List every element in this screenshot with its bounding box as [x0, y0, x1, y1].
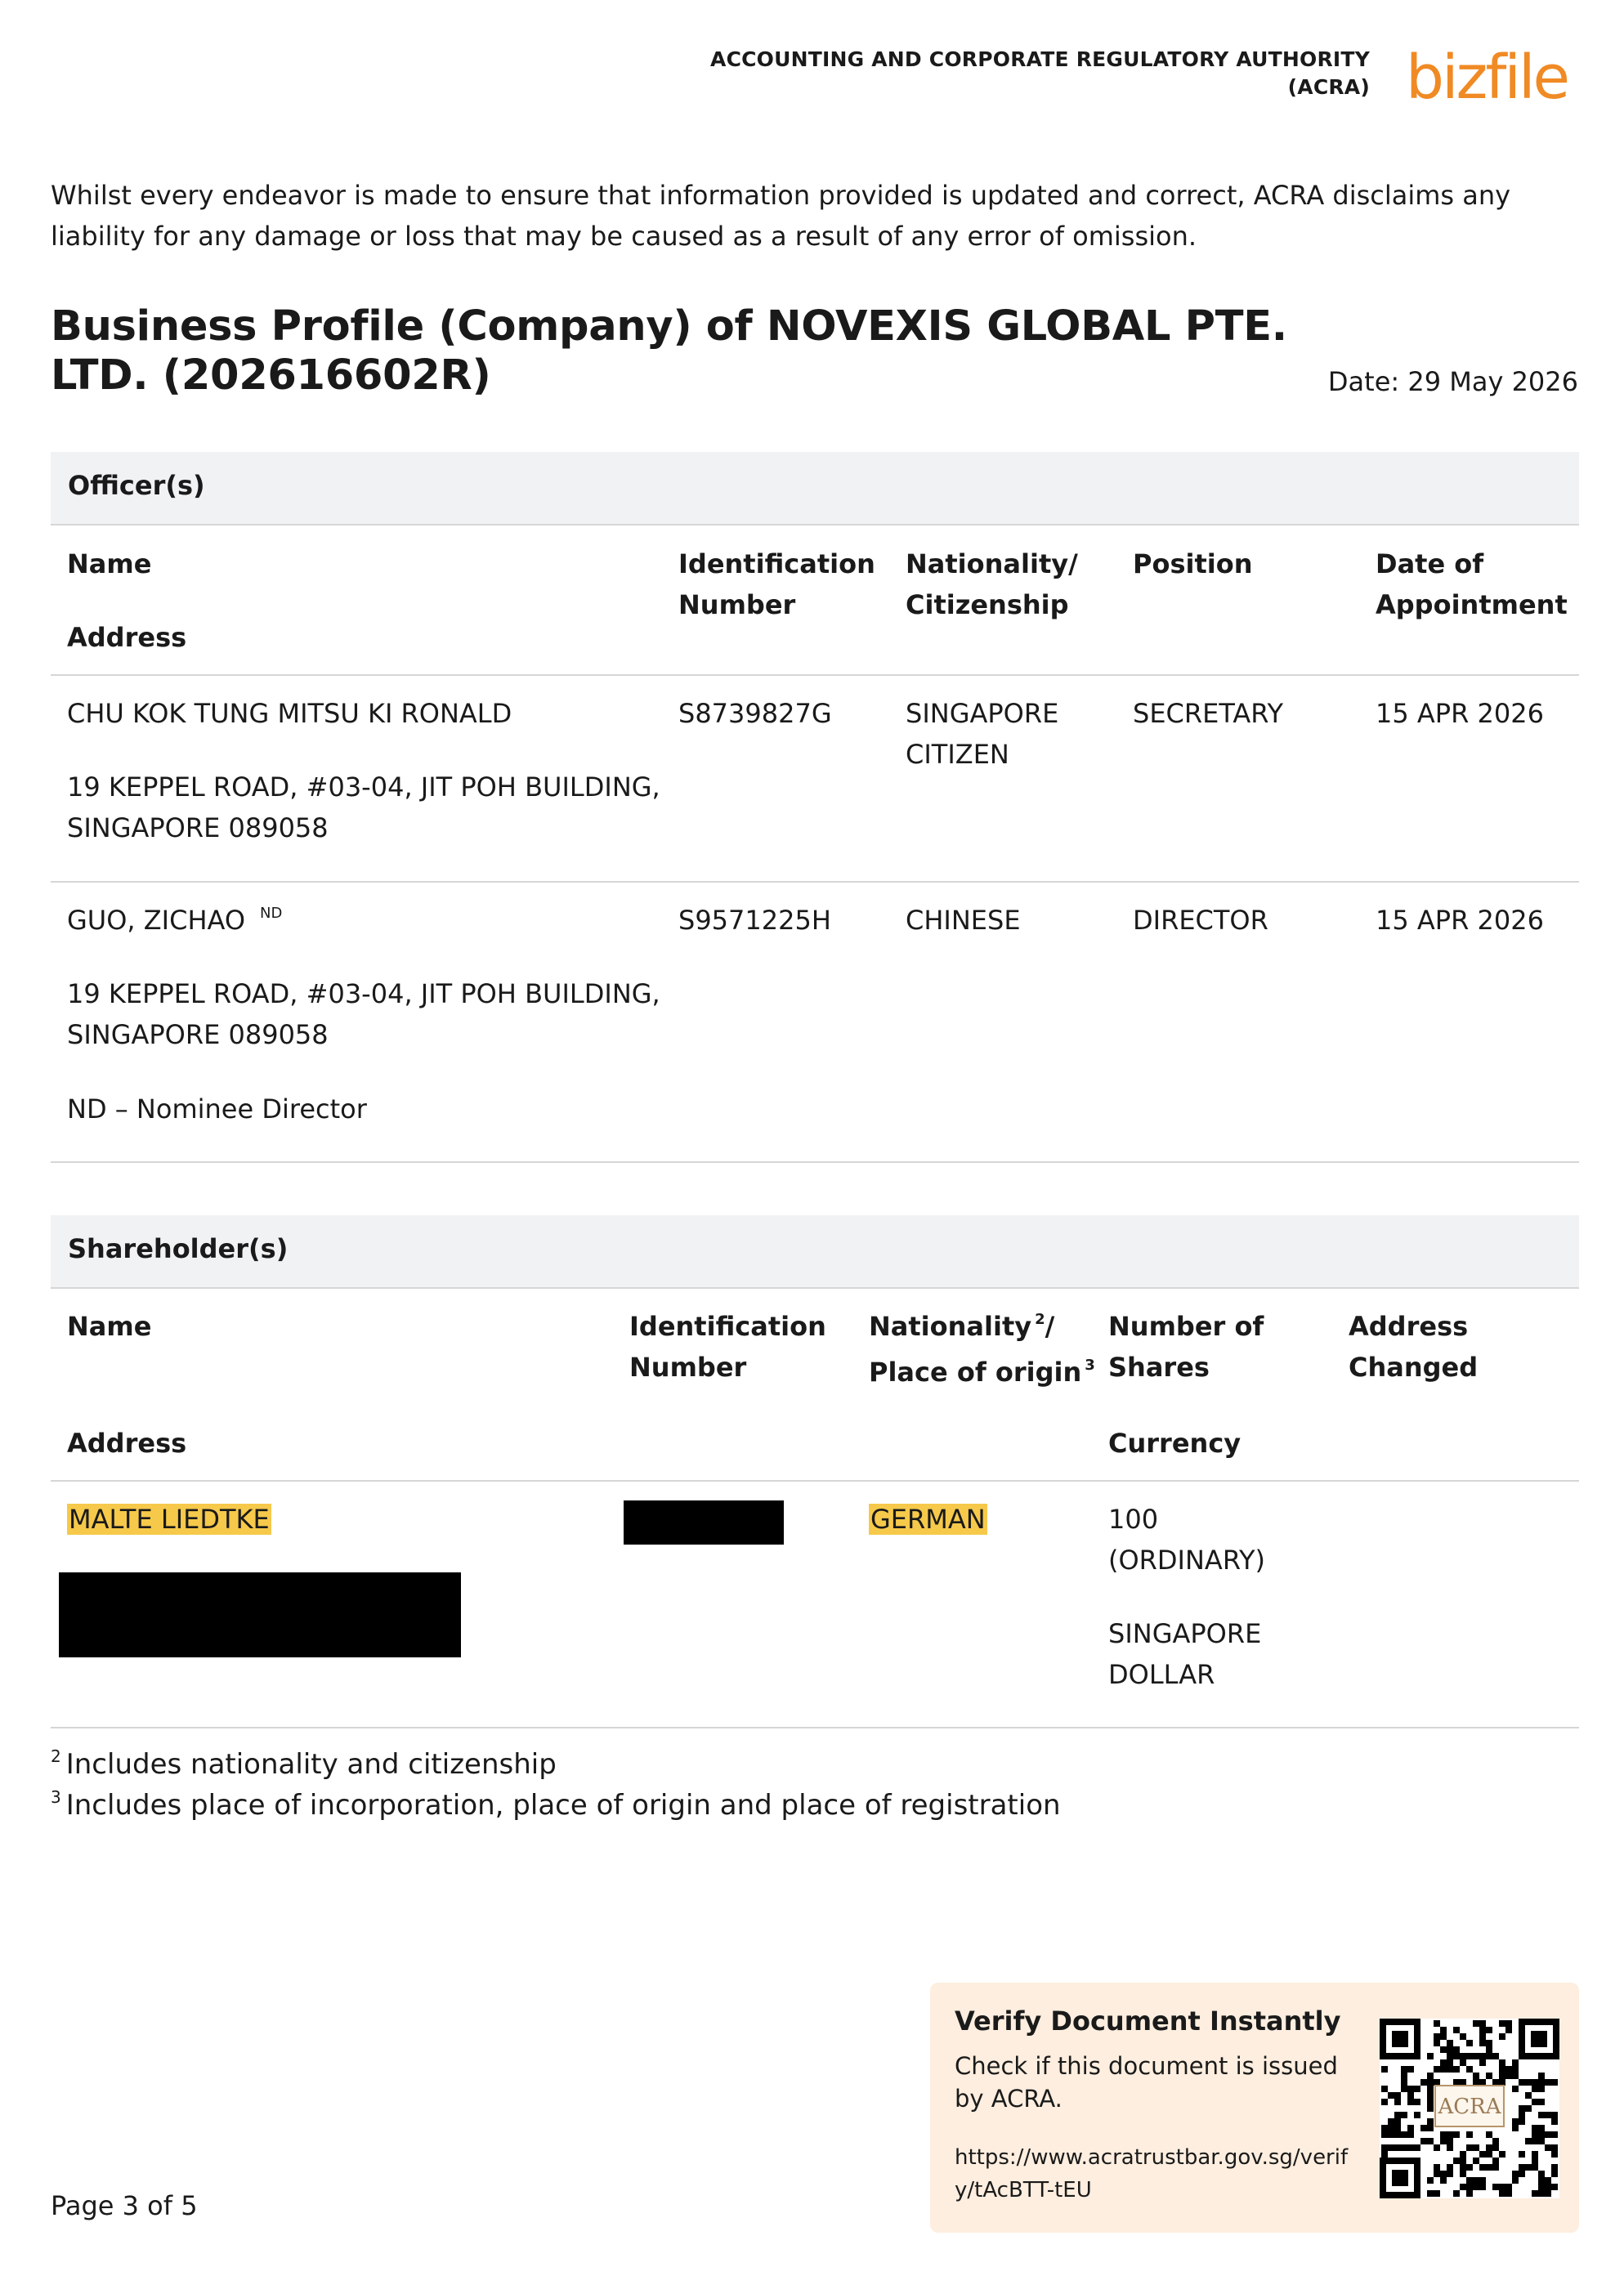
- officer-nationality: CHINESE: [906, 905, 1021, 936]
- bizfile-logo: [1406, 39, 1581, 113]
- org-name-line2: (ACRA): [1287, 75, 1370, 99]
- col-header-appointment: [1376, 543, 1568, 625]
- officer-id: S8739827G: [678, 698, 832, 729]
- verify-document-box: [930, 1983, 1579, 2233]
- officer-id: S9571225H: [678, 905, 831, 936]
- logo-text: bizfile: [1406, 42, 1568, 113]
- table-row-divider: [51, 1161, 1579, 1163]
- org-name: [710, 46, 1370, 101]
- officer-nationality: [906, 693, 1058, 775]
- col-header-nationality-line2: Citizenship: [906, 589, 1069, 620]
- nominee-director-marker: ND: [260, 905, 283, 922]
- col-header-nationality-text: Nationality: [869, 1311, 1032, 1342]
- col-header-name: Name: [67, 548, 152, 579]
- table-divider: [51, 674, 1579, 676]
- officer-address: [67, 973, 660, 1055]
- footnote-3: [51, 1785, 1061, 1829]
- officers-section-header: [51, 452, 1579, 525]
- col-header-nationality: [869, 1306, 1095, 1397]
- footnote-text: Includes place of incorporation, place of origin and place of registration: [65, 1789, 1061, 1822]
- officer-nationality-line2: CITIZEN: [906, 739, 1009, 770]
- officer-position: DIRECTOR: [1133, 905, 1268, 936]
- table-row-divider: [51, 881, 1579, 883]
- shareholders-section-header: [51, 1215, 1579, 1289]
- footnote-text: Includes nationality and citizenship: [65, 1748, 557, 1781]
- verify-description: Check if this document is issued by ACRA.: [955, 2052, 1338, 2113]
- qr-center-label: ACRA: [1438, 2095, 1501, 2119]
- table-divider: [51, 1480, 1579, 1482]
- page-number: Page 3 of 5: [51, 2190, 198, 2221]
- col-header-nationality-line1: Nationality/: [906, 548, 1078, 579]
- shareholder-currency: [1108, 1613, 1261, 1695]
- officer-address-line1: 19 KEPPEL ROAD, #03-04, JIT POH BUILDING,: [67, 978, 660, 1009]
- nominee-director-note: ND – Nominee Director: [67, 1093, 367, 1125]
- officers-section-title: Officer(s): [68, 470, 205, 501]
- col-header-name: Name: [67, 1311, 152, 1342]
- qr-code-icon[interactable]: [1380, 2019, 1559, 2198]
- shareholder-shares: [1108, 1499, 1265, 1581]
- officer-appointment-date: 15 APR 2026: [1376, 905, 1544, 936]
- col-header-address-changed-line2: Changed: [1349, 1352, 1479, 1383]
- shareholders-section-title: Shareholder(s): [68, 1233, 289, 1264]
- redacted-address: [59, 1572, 461, 1657]
- col-header-id: [629, 1306, 826, 1388]
- shareholder-currency-line1: SINGAPORE: [1108, 1618, 1262, 1649]
- col-header-address-changed-line1: Address: [1349, 1311, 1469, 1342]
- col-header-nationality-slash: /: [1045, 1311, 1055, 1342]
- col-header-appointment-line2: Appointment: [1376, 589, 1568, 620]
- officer-address-line2: SINGAPORE 089058: [67, 1019, 329, 1050]
- col-header-nationality: [906, 543, 1078, 625]
- shareholder-name: [67, 1499, 271, 1540]
- page-title: Business Profile (Company) of NOVEXIS GLOBAL PTE. LTD. (202616602R): [51, 302, 1287, 400]
- col-header-shares-line1: Number of: [1108, 1311, 1264, 1342]
- officer-nationality-line1: SINGAPORE: [906, 698, 1059, 729]
- document-date: Date: 29 May 2026: [1327, 366, 1578, 397]
- officer-address-line1: 19 KEPPEL ROAD, #03-04, JIT POH BUILDING,: [67, 771, 660, 803]
- footnote-ref-2: 2: [1035, 1311, 1045, 1328]
- org-name-line1: ACCOUNTING AND CORPORATE REGULATORY AUTHORITY: [710, 47, 1370, 71]
- officer-appointment-date: 15 APR 2026: [1376, 698, 1544, 729]
- shareholder-nationality-highlight: GERMAN: [870, 1504, 986, 1535]
- col-header-id-line2: Number: [678, 589, 796, 620]
- col-header-address-changed: [1349, 1306, 1478, 1388]
- disclaimer-text: Whilst every endeavor is made to ensure that information provided is updated and correct, ACRA disclaims any liability for any damage or loss that may be caused as a result of any error of omission.: [51, 180, 1511, 252]
- footnote-2: [51, 1744, 557, 1788]
- col-header-appointment-line1: Date of: [1376, 548, 1484, 579]
- officer-name: [67, 900, 282, 946]
- shareholder-shares-count: 100: [1108, 1504, 1159, 1535]
- col-header-id-line1: Identification: [629, 1311, 826, 1342]
- col-header-id: [678, 543, 875, 625]
- verify-title: Verify Document Instantly: [955, 2006, 1341, 2037]
- officer-name: CHU KOK TUNG MITSU KI RONALD: [67, 698, 512, 729]
- col-header-id-line1: Identification: [678, 548, 875, 579]
- col-header-shares: [1108, 1306, 1264, 1388]
- shareholder-shares-type: (ORDINARY): [1108, 1545, 1266, 1576]
- verify-url-link[interactable]: https://www.acratrustbar.gov.sg/verify/tAcBTT-tEU: [955, 2145, 1349, 2202]
- footnote-mark: 3: [51, 1787, 61, 1807]
- redacted-id-number: [624, 1500, 784, 1545]
- shareholder-currency-line2: DOLLAR: [1108, 1659, 1215, 1690]
- col-header-nationality-line2: [869, 1352, 1095, 1397]
- officer-name-text: GUO, ZICHAO: [67, 905, 246, 936]
- col-header-address: Address: [67, 1428, 187, 1459]
- officer-address-line2: SINGAPORE 089058: [67, 812, 329, 843]
- footnote-mark: 2: [51, 1746, 61, 1766]
- col-header-address: Address: [67, 622, 187, 653]
- shareholder-name-highlight: MALTE LIEDTKE: [69, 1504, 270, 1535]
- officer-address: [67, 767, 660, 848]
- shareholder-nationality: [869, 1499, 987, 1540]
- col-header-id-line2: Number: [629, 1352, 747, 1383]
- col-header-origin-text: Place of origin: [869, 1357, 1082, 1388]
- footnote-ref-3: 3: [1085, 1357, 1095, 1374]
- col-header-currency: Currency: [1108, 1428, 1241, 1459]
- col-header-shares-line2: Shares: [1108, 1352, 1210, 1383]
- col-header-position: Position: [1133, 548, 1253, 579]
- col-header-nationality-line1: [869, 1306, 1095, 1352]
- officer-position: SECRETARY: [1133, 698, 1284, 729]
- table-row-divider: [51, 1727, 1579, 1728]
